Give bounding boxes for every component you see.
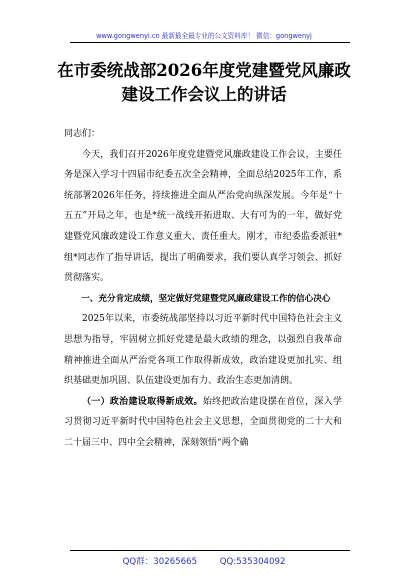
footer-divider xyxy=(70,550,350,551)
document-title-line-1: 在市委统战部2026年度党建暨党风廉政 xyxy=(57,61,351,80)
header-divider xyxy=(70,42,350,43)
footer-contact xyxy=(0,555,408,567)
qq-link[interactable]: QQ:535304092 xyxy=(219,557,286,567)
document-body xyxy=(64,124,342,454)
document-title-line-2: 建设工作会议上的讲话 xyxy=(121,85,287,104)
header-banner: www.gongwenyi.cn 最新最全最专业的公文资料库！ 微信：gongwenyj xyxy=(96,32,312,40)
subheading-political-building: （一）政治建设取得新成效。 xyxy=(82,396,203,407)
paragraph-political-building-text: 始终把政治建设摆在首位，深入学习贯彻习近平新时代中国特色社会主义思想，全面贯彻党的二十大和二十届三中、四中全会精神，深刻领悟“两个确 xyxy=(64,396,342,448)
paragraph-intro: 今天，我们召开2026年度党建暨党风廉政建设工作会议，主要任务是深入学习十四届市纪委五次全会精神，全面总结2025年工作，系统部署2026年任务，持续推进全面从严治党向纵深发展。今年是“十五五”开局之年，也是*统一战线开拓进取、大有可为的一年，做好党建暨党风廉政建设工作意义重大、责任重大。刚才，市纪委监委派驻*组*同志作了指导讲话，提出了明确要求，我们要认真学习领会、抓好贯彻落实。 xyxy=(64,149,342,284)
section-heading-1: 一、充分肯定成绩，坚定做好党建暨党风廉政建设工作的信心决心 xyxy=(81,293,331,304)
salutation: 同志们： xyxy=(64,129,101,139)
paragraph-political-building xyxy=(64,392,342,454)
qq-group-link[interactable]: QQ群：30265665 xyxy=(122,557,198,567)
paragraph-achievements: 2025年以来，市委统战部坚持以习近平新时代中国特色社会主义思想为指导，牢固树立抓好党建是最大政绩的理念，以强烈自我革命精神推进全面从严治党各项工作取得新成效，政治建设更加扎实、组织基础更加巩固、队伍建设更加有力、政治生态更加清朗。 xyxy=(64,314,342,387)
